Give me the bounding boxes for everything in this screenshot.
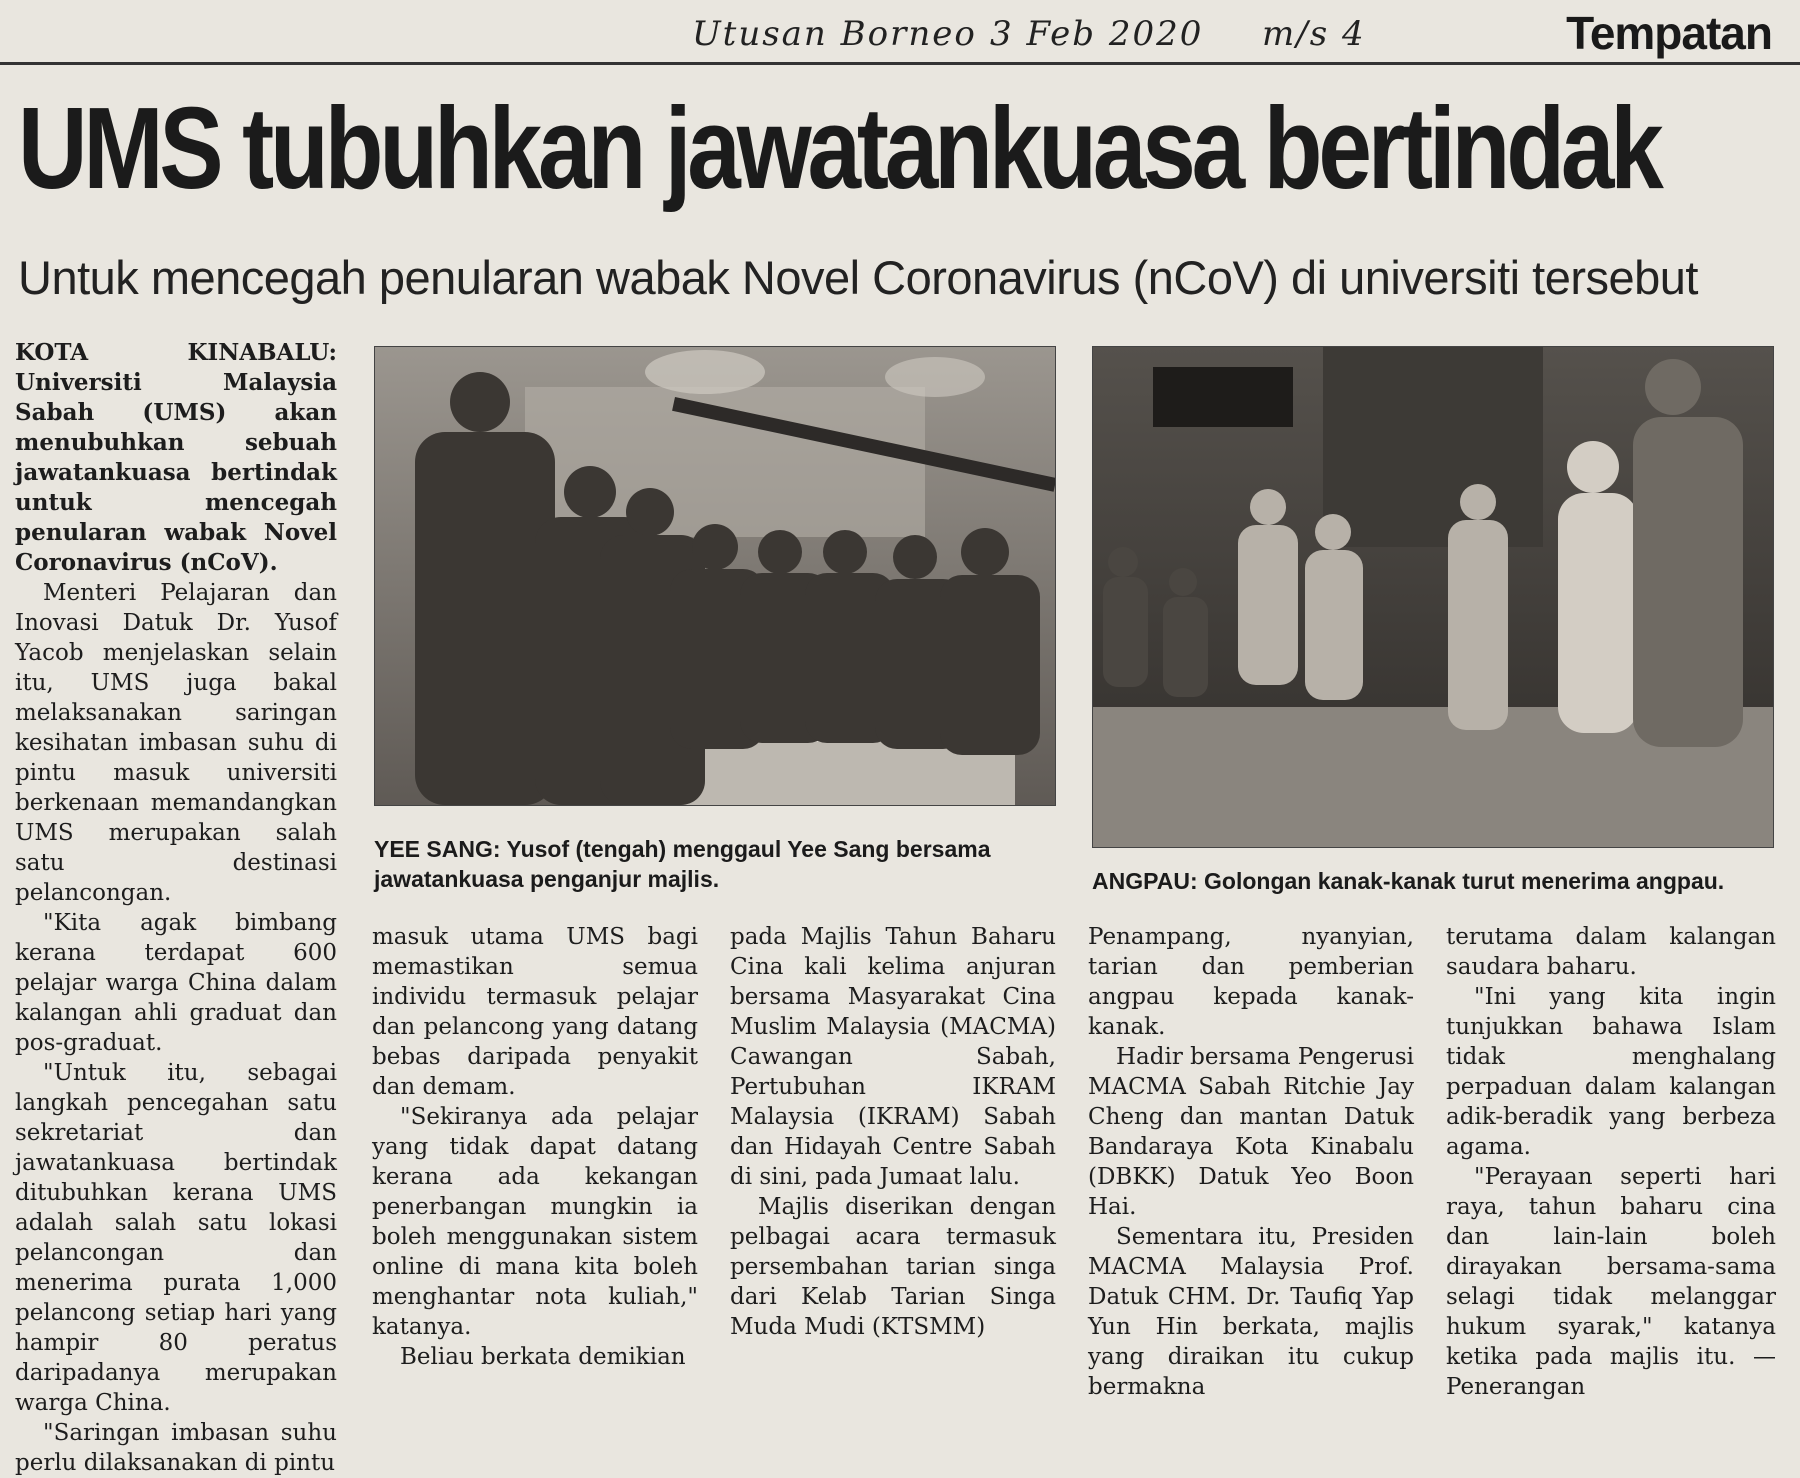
headline: UMS tubuhkan jawatankuasa bertindak bbox=[18, 83, 1660, 213]
article-paragraph: Menteri Pelajaran dan Inovasi Datuk Dr. Yusof Yacob menjelaskan selain itu, UMS juga bakal melaksanakan saringan kesihatan imbasan suhu di pintu masuk universiti berkenaan memandangkan UMS merupakan salah satu destinasi pelancongan. bbox=[15, 580, 337, 906]
section-label: Tempatan bbox=[1566, 7, 1772, 59]
handwritten-page-note: m/s 4 bbox=[1262, 14, 1366, 54]
article-column-2 bbox=[372, 922, 698, 1372]
article-paragraph: Penampang, nyanyian, tarian dan pemberian angpau kepada kanak-kanak. bbox=[1088, 924, 1414, 1040]
photo-angpau-illustration bbox=[1093, 347, 1773, 847]
article-paragraph: masuk utama UMS bagi memastikan semua individu termasuk pelajar dan pelancong yang datang bebas daripada penyakit dan demam. bbox=[372, 924, 698, 1100]
article-paragraph bbox=[15, 338, 337, 578]
photo-caption-right: ANGPAU: Golongan kanak-kanak turut menerima angpau. bbox=[1092, 868, 1725, 894]
article-paragraph: pada Majlis Tahun Baharu Cina kali kelima anjuran bersama Masyarakat Cina Muslim Malaysia (MACMA) Cawangan Sabah, Pertubuhan IKRAM Malaysia (IKRAM) Sabah dan Hidayah Centre Sabah di sini, pada Jumaat lalu. bbox=[730, 924, 1056, 1190]
article-paragraph: "Ini yang kita ingin tunjukkan bahawa Islam tidak menghalang perpaduan dalam kalangan adik-beradik yang berbeza agama. bbox=[1446, 984, 1776, 1160]
article-paragraph: "Sekiranya ada pelajar yang tidak dapat datang kerana ada kekangan penerbangan mungkin ia boleh menggunakan sistem online di mana kita boleh menghantar nota kuliah," katanya. bbox=[372, 1104, 698, 1340]
article-paragraph: terutama dalam kalangan saudara baharu. bbox=[1446, 924, 1776, 980]
photo-angpau-children bbox=[1092, 346, 1774, 848]
article-paragraph: "Untuk itu, sebagai langkah pencegahan satu sekretariat dan jawatankuasa bertindak ditubuhkan kerana UMS adalah salah satu lokasi pelancongan dan menerima purata 1,000 pelancong setiap hari yang hampir 80 peratus daripadanya merupakan warga China. bbox=[15, 1060, 337, 1416]
article-paragraph: "Saringan imbasan suhu perlu dilaksanakan di pintu bbox=[15, 1420, 337, 1476]
photo-yee-sang-illustration bbox=[375, 347, 1055, 805]
article-dateline: KOTA KINABALU: bbox=[15, 339, 337, 366]
photo-caption-left: YEE SANG: Yusof (tengah) menggaul Yee Sang bersama jawatankuasa penganjur majlis. bbox=[374, 836, 991, 892]
header-rule bbox=[0, 62, 1800, 65]
article-paragraph: Majlis diserikan dengan pelbagai acara termasuk persembahan tarian singa dari Kelab Tarian Singa Muda Mudi (KTSMM) bbox=[730, 1194, 1056, 1340]
handwritten-date-note: 3 Feb 2020 bbox=[990, 14, 1204, 54]
article-paragraph: "Kita agak bimbang kerana terdapat 600 pelajar warga China dalam kalangan ahli graduat dan pos-graduat. bbox=[15, 910, 337, 1056]
article-paragraph: Hadir bersama Pengerusi MACMA Sabah Ritchie Jay Cheng dan mantan Datuk Bandaraya Kota Kinabalu (DBKK) Datuk Yeo Boon Hai. bbox=[1088, 1044, 1415, 1220]
article-column-5 bbox=[1446, 922, 1776, 1402]
subheadline: Untuk mencegah penularan wabak Novel Coronavirus (nCoV) di universiti tersebut bbox=[18, 251, 1698, 304]
article-lead-text: Universiti Malaysia Sabah (UMS) akan menubuhkan sebuah jawatankuasa bertindak untuk mencegah penularan wabak Novel Coronavirus (nCoV). bbox=[15, 369, 337, 576]
article-paragraph: Sementara itu, Presiden MACMA Malaysia Prof. Datuk CHM. Dr. Taufiq Yap Yun Hin berkata, majlis yang diraikan itu cukup bermakna bbox=[1088, 1224, 1414, 1400]
article-column-1 bbox=[15, 338, 337, 1478]
article-column-4 bbox=[1088, 922, 1414, 1402]
article-paragraph: "Perayaan seperti hari raya, tahun baharu cina dan lain-lain boleh dirayakan bersama-sama selagi tidak melanggar hukum syarak," katanya ketika pada majlis itu. — Penerangan bbox=[1446, 1164, 1776, 1400]
handwritten-publication-note: Utusan Borneo bbox=[692, 14, 977, 54]
article-paragraph: Beliau berkata demikian bbox=[400, 1344, 686, 1370]
article-column-3 bbox=[730, 922, 1056, 1342]
photo-yee-sang-ceremony bbox=[374, 346, 1056, 806]
